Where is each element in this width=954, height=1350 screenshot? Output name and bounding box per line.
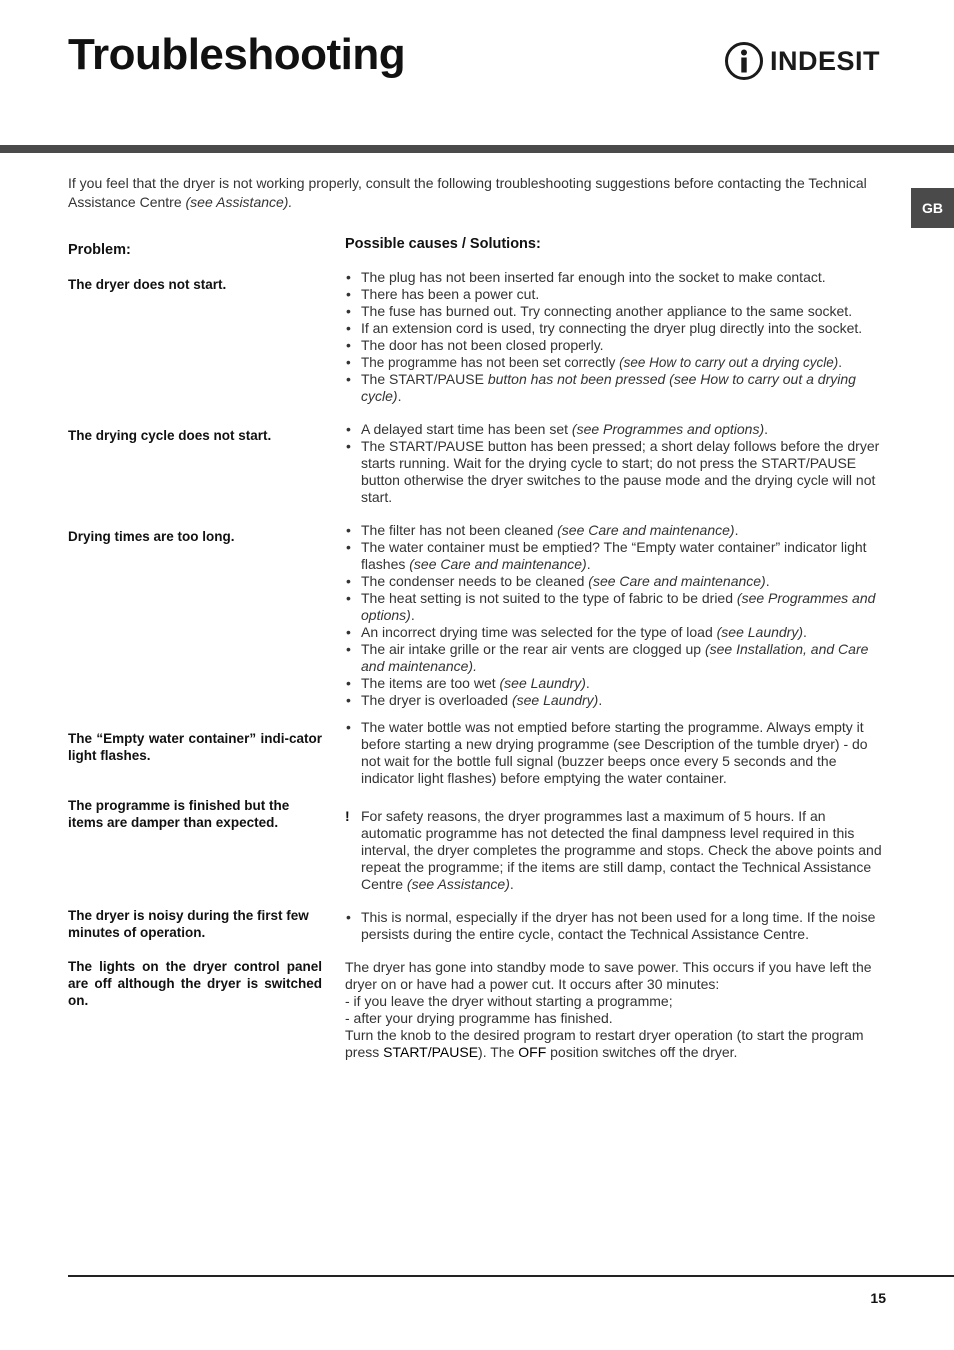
- list-item: • If an extension cord is used, try connecting the dryer plug directly into the socket.: [345, 320, 890, 337]
- list-item: • The plug has not been inserted far enough into the socket to make contact.: [345, 269, 890, 286]
- problem-drying-too-long: Drying times are too long.: [68, 529, 235, 544]
- list-item: • The items are too wet (see Laundry).: [345, 675, 890, 692]
- indesit-i-logo-icon: [724, 41, 764, 81]
- problem-noisy: The dryer is noisy during the first few minutes of operation.: [68, 908, 309, 940]
- brand-name: INDESIT: [770, 45, 881, 76]
- problem-lights-off: The lights on the dryer control panel are off although the dryer is switched on.: [68, 959, 322, 1008]
- list-item: • The programme has not been set correctly (see How to carry out a drying cycle).: [345, 354, 890, 371]
- solutions-items-damp: [345, 808, 890, 893]
- solutions-lights-off: [345, 959, 890, 1061]
- brand-logo: [724, 40, 880, 82]
- problem-items-damp: The programme is finished but the items are damper than expected.: [68, 798, 290, 830]
- list-item: • The air intake grille or the rear air vents are clogged up (see Installation, and Care and maintenance).: [345, 641, 890, 675]
- list-item: • The START/PAUSE button has not been pressed (see How to carry out a drying cycle).: [345, 371, 890, 405]
- standby-text: - after your drying programme has finished.: [345, 1010, 613, 1026]
- list-item: • There has been a power cut.: [345, 286, 890, 303]
- problem-header: Problem:: [68, 242, 131, 258]
- list-item: • The condenser needs to be cleaned (see Care and maintenance).: [345, 573, 890, 590]
- solutions-header: Possible causes / Solutions:: [345, 236, 541, 252]
- standby-text: The dryer has gone into standby mode to save power. This occurs if you have left the dryer on or have had a power cut. It occurs after 30 minutes:: [345, 959, 872, 992]
- standby-text: - if you leave the dryer without starting a programme;: [345, 993, 673, 1009]
- solutions-noisy: [345, 909, 890, 943]
- solutions-drying-too-long: [345, 522, 890, 709]
- problem-water-container-light: The “Empty water container” indi-cator light flashes.: [68, 731, 322, 763]
- header-rule: [0, 145, 954, 153]
- standby-restart-text: Turn the knob to the desired program to restart dryer operation (to start the program press START/PAUSE). The OFF position switches off the dryer.: [345, 1027, 864, 1060]
- list-item: • An incorrect drying time was selected for the type of load (see Laundry).: [345, 624, 890, 641]
- page-title: Troubleshooting: [68, 30, 406, 79]
- list-item: • The heat setting is not suited to the type of fabric to be dried (see Programmes and options).: [345, 590, 890, 624]
- language-tab: GB: [911, 188, 954, 228]
- list-item: • The water container must be emptied? The “Empty water container” indicator light flashes (see Care and maintenance).: [345, 539, 890, 573]
- page-number: 15: [870, 1290, 886, 1306]
- footer-rule: [68, 1275, 954, 1277]
- problem-dryer-not-start: The dryer does not start.: [68, 277, 227, 292]
- list-item: • The dryer is overloaded (see Laundry).: [345, 692, 890, 709]
- list-item: • The START/PAUSE button has been pressed; a short delay follows before the dryer starts running. Wait for the drying cycle to start; do not press the START/PAUSE button otherwise the dryer switches to the pause mode and the drying cycle will not start.: [345, 438, 890, 506]
- list-item: • The fuse has burned out. Try connecting another appliance to the same socket.: [345, 303, 890, 320]
- list-item: • This is normal, especially if the dryer has not been used for a long time. If the noise persists during the entire cycle, contact the Technical Assistance Centre.: [345, 909, 890, 943]
- list-item: • The water bottle was not emptied before starting the programme. Always empty it before starting a new drying programme (see Description of the tumble dryer) - do not wait for the bottle full signal (buzzer beeps once every 5 seconds and the indicator light flashes) before emptying the water container.: [345, 719, 890, 787]
- warning-note: ! For safety reasons, the dryer programmes last a maximum of 5 hours. If an automatic programme has not detected the final dampness level required in this interval, the dryer completes the programme and stops. Check the above points and repeat the programme; if the items are still damp, contact the Technical Assistance Centre (see Assistance).: [345, 808, 890, 893]
- list-item: • The door has not been closed properly.: [345, 337, 890, 354]
- solutions-cycle-not-start: [345, 421, 890, 506]
- list-item: • A delayed start time has been set (see Programmes and options).: [345, 421, 890, 438]
- solutions-water-container-light: [345, 719, 890, 787]
- intro-paragraph: If you feel that the dryer is not working properly, consult the following troubleshooting suggestions before contacting the Technical Assistance Centre (see Assistance).: [68, 175, 867, 210]
- list-item: • The filter has not been cleaned (see Care and maintenance).: [345, 522, 890, 539]
- solutions-dryer-not-start: [345, 269, 890, 405]
- problem-cycle-not-start: The drying cycle does not start.: [68, 428, 272, 443]
